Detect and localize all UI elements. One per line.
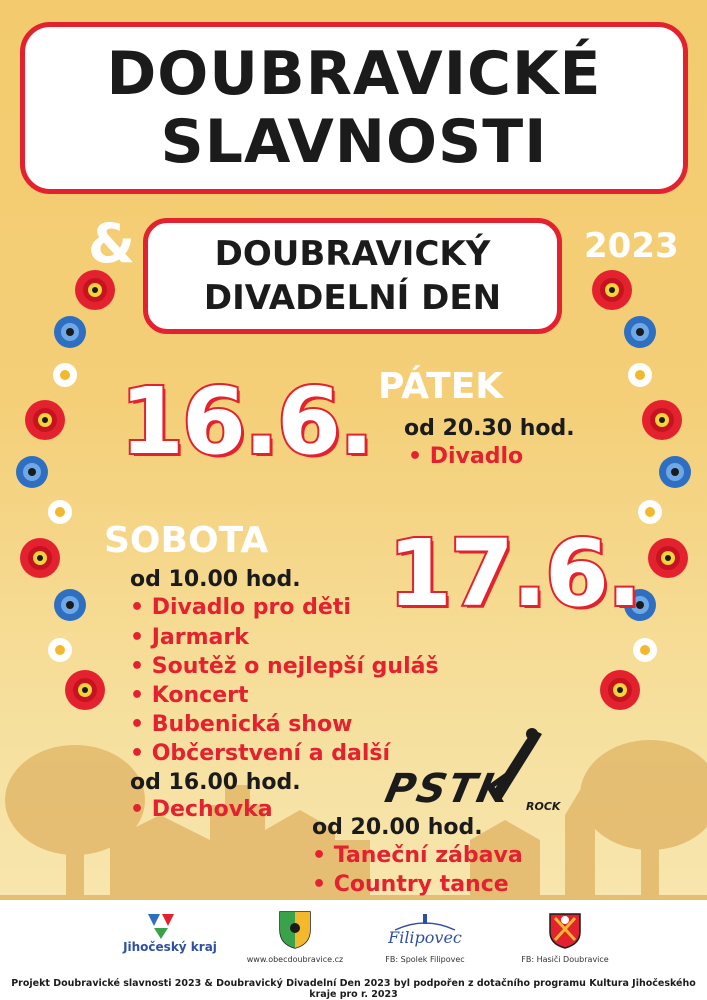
coat-of-arms-icon [278, 910, 312, 950]
region-emblem-icon [144, 910, 178, 940]
saturday-time-1: od 10.00 hod. [130, 567, 301, 592]
subtitle-line-2: DIVADELNÍ DEN [203, 278, 502, 318]
logo-name: Filipovec [388, 928, 462, 947]
ampersand: & [88, 212, 136, 275]
logo-caption: www.obecdoubravice.cz [246, 955, 344, 964]
footer-text: Projekt Doubravické slavnosti 2023 & Doubravický Divadelní Den 2023 byl podpořen z dotačního programu Kultura Jihočeského kraje pro r. 2023 [11, 978, 696, 1000]
band-sub: ROCK [526, 800, 561, 813]
band-name: PSTK [381, 766, 516, 812]
logo-caption: FB: Spolek Filipovec [385, 955, 465, 964]
band-logo [381, 720, 596, 820]
title-line-2: SLAVNOSTI [160, 107, 548, 177]
logo-name: Jihočeský kraj [123, 940, 217, 954]
saturday-item: • Country tance [312, 872, 509, 897]
friday-item: • Divadlo [408, 444, 523, 469]
logo-jihocesky-kraj [110, 908, 230, 968]
saturday-time-2: od 16.00 hod. [130, 770, 301, 795]
saturday-item: • Taneční zábava [312, 843, 523, 868]
saturday-day: SOBOTA [104, 520, 269, 561]
firefighter-emblem-icon [547, 910, 583, 950]
logo-obec [240, 908, 350, 968]
friday-date: 16.6. [120, 368, 372, 475]
logo-caption: FB: Hasiči Doubravice [521, 955, 609, 964]
saturday-item: • Občerstvení a další [130, 741, 390, 766]
subtitle-line-1: DOUBRAVICKÝ [214, 234, 491, 274]
subtitle-box [143, 218, 562, 334]
friday-day: PÁTEK [378, 366, 504, 407]
saturday-item: • Soutěž o nejlepší guláš [130, 654, 439, 679]
title-box [20, 22, 688, 194]
saturday-date: 17.6. [388, 520, 640, 627]
saturday-time-3: od 20.00 hod. [312, 815, 483, 840]
saturday-item: • Jarmark [130, 625, 249, 650]
saturday-item: • Dechovka [130, 797, 273, 822]
saturday-item: • Divadlo pro děti [130, 595, 351, 620]
friday-time: od 20.30 hod. [404, 416, 575, 441]
saturday-item: • Koncert [130, 683, 249, 708]
logo-filipovec [370, 908, 480, 968]
logo-hasici [505, 908, 625, 968]
saturday-item: • Bubenická show [130, 712, 352, 737]
title-line-1: DOUBRAVICKÉ [106, 39, 602, 109]
year: 2023 [584, 226, 679, 266]
